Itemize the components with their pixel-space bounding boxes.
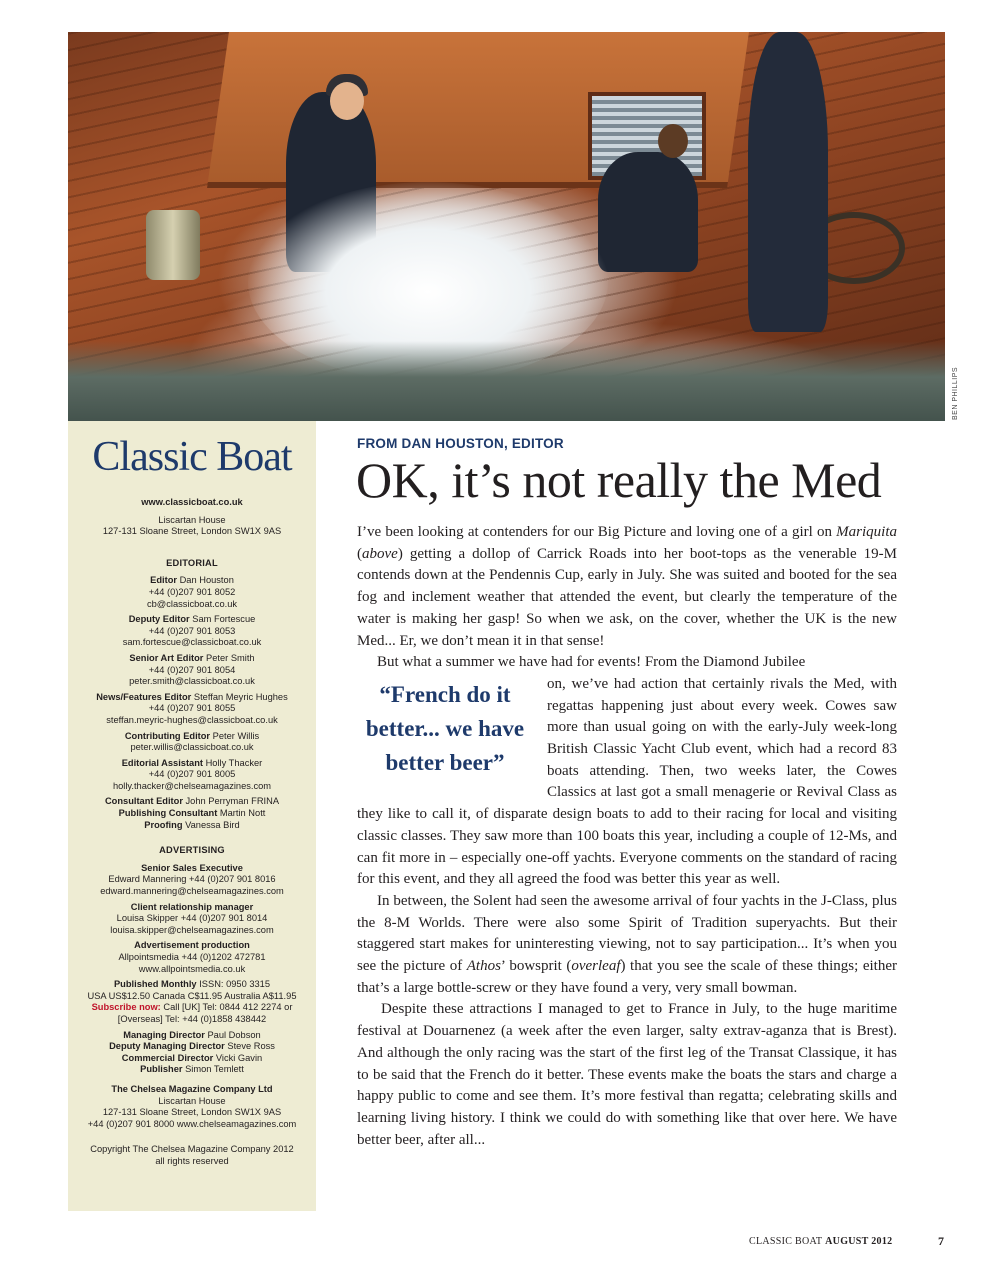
issn: ISSN: 0950 3315	[199, 979, 271, 990]
publisher-role: Publisher	[140, 1064, 183, 1075]
folio	[749, 1236, 892, 1247]
company-address-2: 127-131 Sloane Street, London SW1X 9AS	[102, 1107, 282, 1118]
editor-line	[68, 575, 316, 587]
client-manager-email[interactable]: louisa.skipper@chelseamagazines.com	[110, 924, 274, 935]
article-headline: OK, it’s not really the Med	[356, 452, 882, 508]
p3-text-a: In between, the Solent had seen the awesome arrival of four yachts in the J-Class, plus the 8-M Worlds. There were also some Spirit of Tradition superyachts. But their staggered start makes for uninteresting viewing, not to say participation... It’s when you see the picture of	[357, 892, 897, 975]
address-line-1: Liscartan House	[158, 514, 226, 525]
paragraph-1	[357, 522, 897, 652]
news-editor-name: Steffan Meyric Hughes	[193, 691, 288, 702]
paragraph-2: on, we’ve had action that certainly rivals the Med, with regattas happening just about every week. Cowes saw more than usual going on with the early-July week-long British Classic Yacht Club event, which had a record 83 boats attending. Then, two weeks later, the Cowes Classics at last got a small menagerie or Revival Class as they like to call it, of disparate design boats to add to their racing for local and visiting classic classes. They saw more than 100 boats this year, including a couple of 12-Ms, and can fit more in – especially one-off yachts. Everyone comments on the standard of racing for this event, and they all agreed the food was better this year as well.	[357, 675, 897, 888]
consultant-editor-role: Consultant Editor	[104, 796, 183, 807]
address-line-2: 127-131 Sloane Street, London SW1X 9AS	[102, 526, 282, 537]
crew-head-left	[330, 82, 364, 120]
p3-text-b: ’ bowsprit (	[500, 958, 572, 975]
paragraph-4: Despite these attractions I managed to get to France in July, to the huge maritime festival at Douarnenez (a week after the even larger, salty extrav-aganza that is Brest). And although the only racing was the start of the first leg of the Transat Classique, it has to be said that the French do it better. These events make the boats the stars and charge a happy public to come and see them. It’s more festival than regatta; celebrating skills and learning living history. I think we could do with something like that over here. We have better beer, after all...	[357, 1001, 897, 1148]
cover-prices: USA US$12.50 Canada C$11.95 Australia A$11.95	[87, 990, 297, 1001]
ad-production-web[interactable]: www.allpointsmedia.co.uk	[138, 963, 246, 974]
proofing-name: Vanessa Bird	[185, 819, 240, 830]
client-manager-line: Louisa Skipper +44 (0)207 901 8014	[116, 913, 268, 924]
winch	[146, 210, 200, 280]
commercial-director-role: Commercial Director	[121, 1052, 214, 1063]
dmd-line	[68, 1041, 316, 1053]
subscribe-line	[68, 1002, 316, 1014]
publishing-consultant-name: Martin Nott	[219, 808, 266, 819]
copyright-line-2: all rights reserved	[155, 1155, 229, 1166]
sales-role: Senior Sales Executive	[141, 862, 243, 873]
publisher-name: Simon Temlett	[185, 1064, 244, 1075]
folio-magazine: CLASSIC BOAT	[749, 1236, 823, 1247]
paragraph-2-lead: But what a summer we have had for events! From the Diamond Jubilee	[377, 654, 806, 671]
md-line	[68, 1030, 316, 1042]
md-role: Managing Director	[123, 1029, 205, 1040]
deputy-name: Sam Fortescue	[192, 614, 256, 625]
crew-member-right	[748, 32, 828, 332]
art-editor-role: Senior Art Editor	[129, 652, 204, 663]
sales-email[interactable]: edward.mannering@chelseamagazines.com	[100, 886, 284, 897]
hero-photo	[68, 32, 945, 421]
p3-text-c: ) that you see the scale of these things; either that’s a large bottle-screw or they have found a very, very small bowman.	[357, 958, 897, 996]
sales-line: Edward Mannering +44 (0)207 901 8016	[108, 874, 276, 885]
subscribe-overseas: [Overseas] Tel: +44 (0)1858 438442	[117, 1013, 267, 1024]
art-editor-email[interactable]: peter.smith@classicboat.co.uk	[129, 676, 255, 687]
consultant-editor-line	[68, 796, 316, 808]
masthead-panel	[68, 421, 316, 1211]
boat-name-athos: Athos	[466, 958, 501, 975]
editor-tel: +44 (0)207 901 8052	[148, 586, 236, 597]
overleaf-ref: overleaf	[571, 958, 621, 975]
editorial-assistant-name: Holly Thacker	[205, 757, 263, 768]
company-name: The Chelsea Magazine Company Ltd	[111, 1083, 273, 1094]
client-manager-role: Client relationship manager	[130, 901, 254, 912]
ad-production-line: Allpointsmedia +44 (0)1202 472781	[118, 952, 266, 962]
article-body	[357, 522, 897, 1151]
p1-text-c: ) getting a dollop of Carrick Roads into her boot-tops as the venerable 19-M contends down at the Pendennis Cup, early in July. She was suited and booted for the sea fog and inclement weather that attended the event, but clearly the temperature of the water is making her gasp! So when we ask, on the cover, whether the UK is the new Med... Er, we don’t mean it in that sense!	[357, 545, 897, 649]
p1-text-a: I’ve been looking at contenders for our Big Picture and loving one of a girl on	[357, 524, 837, 540]
editorial-assistant-email[interactable]: holly.thacker@chelseamagazines.com	[112, 780, 272, 791]
deputy-role: Deputy Editor	[128, 614, 190, 625]
above-ref: above	[362, 545, 398, 562]
contributing-editor-role: Contributing Editor	[124, 730, 211, 741]
company-contact: +44 (0)207 901 8000 www.chelseamagazines.com	[87, 1118, 297, 1129]
consultant-editor-name: John Perryman FRINA	[185, 796, 280, 807]
commercial-director-line	[68, 1053, 316, 1065]
publisher-line	[68, 1064, 316, 1076]
publishing-consultant-line	[68, 808, 316, 820]
website-link[interactable]: www.classicboat.co.uk	[141, 497, 243, 507]
contributing-editor-name: Peter Willis	[212, 730, 260, 741]
page-number: 7	[938, 1234, 944, 1248]
deputy-line	[68, 614, 316, 626]
boat-name-mariquita: Mariquita	[836, 524, 897, 540]
photo-credit: BEN PHILLIPS	[952, 366, 959, 420]
editorial-assistant-line	[68, 758, 316, 770]
news-editor-tel: +44 (0)207 901 8055	[148, 703, 236, 714]
publication-line	[68, 979, 316, 991]
editorial-assistant-role: Editorial Assistant	[121, 757, 203, 768]
contributing-editor-line	[68, 731, 316, 743]
deputy-tel: +44 (0)207 901 8053	[148, 625, 236, 636]
paragraph-3	[357, 891, 897, 1000]
editorial-assistant-tel: +44 (0)207 901 8005	[148, 769, 236, 780]
sea-water	[68, 341, 945, 421]
art-editor-name: Peter Smith	[206, 652, 255, 663]
pull-quote: “French do it better... we have better beer”	[365, 681, 525, 775]
editorial-heading: EDITORIAL	[166, 557, 218, 568]
subscribe-label: Subscribe now:	[91, 1002, 161, 1013]
article-kicker: FROM DAN HOUSTON, EDITOR	[357, 436, 564, 451]
crew-member-center	[598, 152, 698, 272]
p1-text-b: (	[357, 545, 362, 562]
subscribe-uk: Call [UK] Tel: 0844 412 2274 or	[163, 1002, 293, 1013]
classic-boat-logo: Classic Boat	[92, 434, 292, 480]
editor-role: Editor	[150, 575, 177, 586]
news-editor-role: News/Features Editor	[96, 691, 192, 702]
proofing-role: Proofing	[144, 819, 183, 830]
dmd-name: Steve Ross	[227, 1041, 275, 1052]
proofing-line	[68, 820, 316, 832]
news-editor-line	[68, 692, 316, 704]
ad-production-role: Advertisement production	[134, 940, 250, 951]
md-name: Paul Dobson	[207, 1029, 261, 1040]
folio-issue: AUGUST 2012	[825, 1236, 893, 1247]
dmd-role: Deputy Managing Director	[109, 1041, 225, 1052]
commercial-director-name: Vicki Gavin	[215, 1052, 263, 1063]
contributing-editor-email[interactable]: peter.willis@classicboat.co.uk	[130, 742, 254, 753]
publishing-consultant-role: Publishing Consultant	[118, 808, 218, 819]
editor-email[interactable]: cb@classicboat.co.uk	[146, 598, 238, 609]
published-monthly-label: Published Monthly	[113, 979, 197, 990]
art-editor-line	[68, 653, 316, 665]
editor-name: Dan Houston	[179, 575, 234, 586]
advertising-heading: ADVERTISING	[159, 845, 225, 856]
news-editor-email[interactable]: steffan.meyric-hughes@classicboat.co.uk	[106, 714, 278, 725]
crew-head-center	[658, 124, 688, 158]
company-address-1: Liscartan House	[158, 1095, 226, 1106]
copyright-line-1: Copyright The Chelsea Magazine Company 2012	[90, 1144, 294, 1155]
deputy-email[interactable]: sam.fortescue@classicboat.co.uk	[122, 637, 262, 648]
art-editor-tel: +44 (0)207 901 8054	[148, 664, 236, 675]
